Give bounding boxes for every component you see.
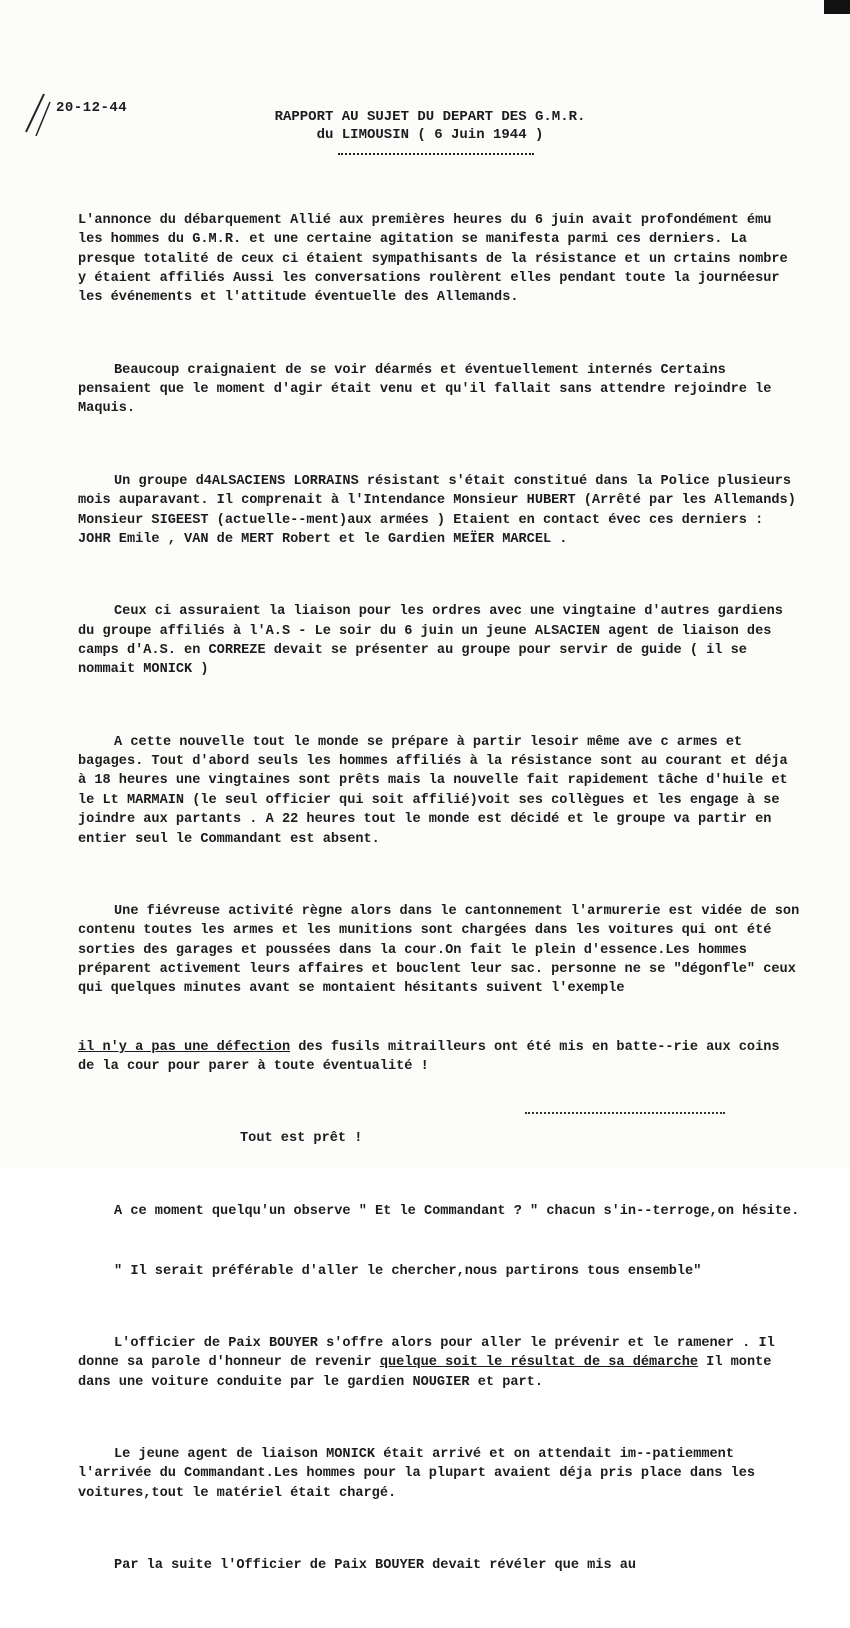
paragraph-text: L'officier de Paix BOUYER s'offre alors pour aller le prévenir et le ramener . Il donne sa parole d'honneur de revenir — [78, 1335, 783, 1371]
report-date: 20-12-44 — [56, 100, 128, 116]
paragraph: A ce moment quelqu'un observe " Et le Commandant ? " chacun s'in--terroge,on hésite. — [114, 1203, 800, 1219]
paragraph: Un groupe d4ALSACIENS LORRAINS résistant s'était constitué dans la Police plusieurs mois auparavant. Il comprenait à l'Intendance Monsieur HUBERT (Arrêté par les Allemands) Monsieur SIGEEST (actuelle--ment)aux armées ) Etaient en contact évec ces derniers : JOHR Emile , VAN de MERT Robert et le Gardien MEÏER MARCEL . — [78, 473, 805, 547]
paragraph: Ceux ci assuraient la liaison pour les ordres avec une vingtaine d'autres gardiens du groupe affiliés à l'A.S - Le soir du 6 juin un jeune ALSACIEN agent de liaison des camps d'A.S. en CORREZE devait se présenter au groupe pour servir de guide ( il se nommait MONICK ) — [78, 604, 792, 678]
paragraph: " Il serait préférable d'aller le chercher,nous partirons tous ensemble" — [114, 1263, 702, 1279]
title-underline — [338, 153, 534, 155]
paragraph-text: des fusils mitrailleurs ont été mis en batte--rie aux coins de la cour pour parer à toute éventualité ! — [78, 1039, 788, 1075]
paragraph: A cette nouvelle tout le monde se prépare à partir lesoir même ave c armes et bagages. Tout d'abord seuls les hommes affiliés à la résistance sont au courant et déja à 18 heures une vingtaines sont prêts mais la nouvelle fait rapidement tâche d'huile et le Lt MARMAIN (le seul officier qui soit affilié)voit ses collègues et les engage à se joindre aux partants . A 22 heures tout le monde est décidé et le groupe va partir en entier seul le Commandant est absent. — [78, 734, 796, 847]
title-line-1: RAPPORT AU SUJET DU DEPART DES G.M.R. — [274, 109, 586, 125]
paragraph — [78, 1038, 800, 1077]
title-line-2: du LIMOUSIN ( 6 Juin 1944 ) — [316, 127, 544, 143]
paragraph — [78, 902, 808, 999]
underlined-phrase: il n'y a pas une défection — [78, 1039, 291, 1055]
paragraph: Le jeune agent de liaison MONICK était arrivé et on attendait im--patiemment l'arrivée du Commandant.Les hommes pour la plupart avaient déja pris place dans les voitures,tout le matériel était chargé. — [78, 1446, 764, 1501]
paragraph: L'annonce du débarquement Allié aux premières heures du 6 juin avait profondément ému les hommes du G.M.R. et une certaine agitation se manifesta parmi ces derniers. La presque totalité de ceux ci étaient sympathisants de la résistance et un crtains nombre y étaient affiliés Aussi les conversations roulèrent elles pendant toute la journéesur les événements et l'attitude éventuelle des Allemands. — [78, 212, 796, 306]
paragraph: Beaucoup craignaient de se voir déarmés et éventuellement internés Certains pensaient que le moment d'agir était venu et qu'il fallait sans attendre rejoindre le Maquis. — [78, 362, 780, 417]
report-body — [78, 172, 808, 1628]
paragraph: Par la suite l'Officier de Paix BOUYER devait révéler que mis au — [114, 1558, 637, 1573]
paragraph-text: Il monte dans une voiture conduite par le gardien NOUGIER et part. — [78, 1355, 780, 1390]
continuation-dots — [525, 1112, 725, 1114]
paragraph — [78, 1334, 800, 1392]
underlined-phrase: quelque soit le résultat de sa démarche — [379, 1355, 699, 1371]
report-title — [200, 108, 660, 144]
scan-corner-mark — [824, 0, 850, 14]
paragraph: Tout est prêt ! — [240, 1131, 363, 1147]
paragraph-text: Une fiévreuse activité règne alors dans le cantonnement l'armurerie est vidée de son contenu toutes les armes et les munitions sont chargées dans les voitures qui ont été sorties des garages et poussées dans la cour.On fait le plein d'essence.Les hommes préparent activement leurs affaires et bouclent leur sac. personne ne se "dégonfle" ceux qui quelques minutes avant se montaient hésitants suivent l'exemple — [78, 903, 808, 997]
